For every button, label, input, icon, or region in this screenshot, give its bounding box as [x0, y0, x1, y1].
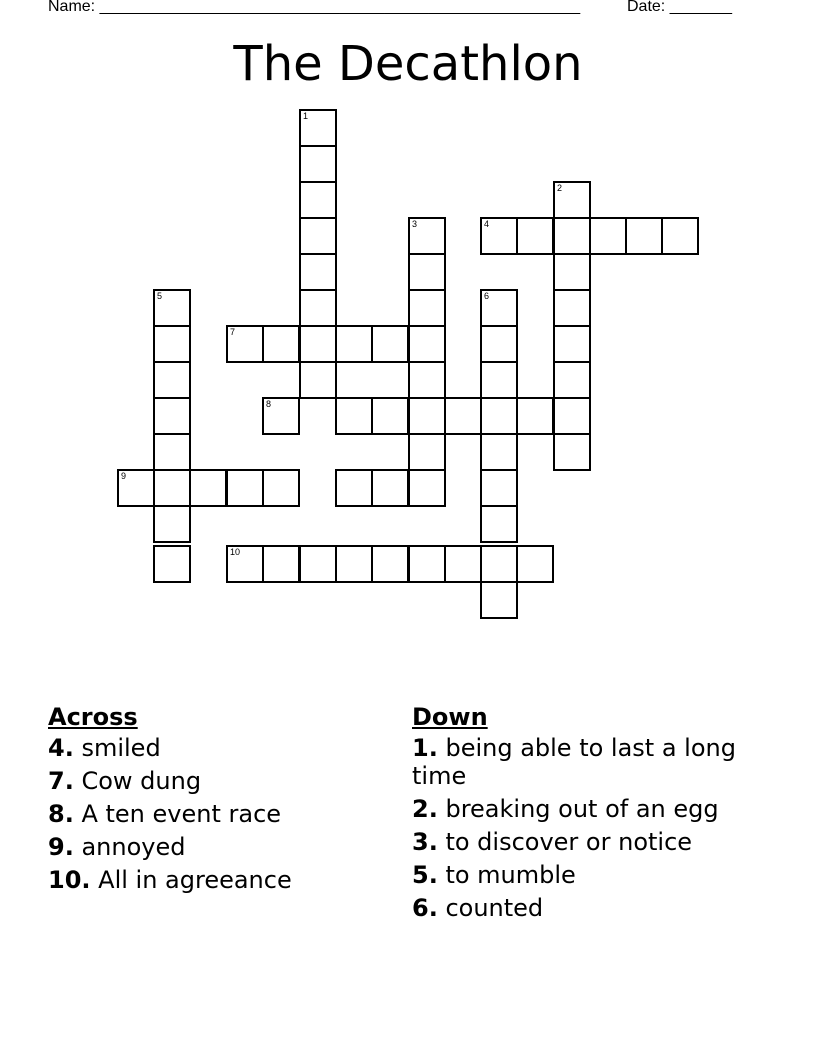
crossword-cell[interactable] [335, 397, 373, 435]
clue-number: 2. [412, 795, 438, 823]
crossword-cell[interactable] [299, 109, 337, 147]
crossword-cell[interactable] [408, 325, 446, 363]
crossword-cell[interactable] [335, 469, 373, 507]
down-clues [412, 700, 752, 927]
crossword-cell[interactable] [153, 361, 191, 399]
down-heading: Down [412, 703, 488, 731]
crossword-cell[interactable] [553, 361, 591, 399]
cell-number: 1 [303, 111, 309, 121]
crossword-cell[interactable] [553, 181, 591, 219]
crossword-cell[interactable] [117, 469, 155, 507]
cell-number: 5 [157, 291, 163, 301]
crossword-cell[interactable] [408, 217, 446, 255]
clue-number: 3. [412, 828, 438, 856]
crossword-cell[interactable] [153, 289, 191, 327]
clue-number: 10. [48, 866, 91, 894]
crossword-cell[interactable] [553, 289, 591, 327]
crossword-cell[interactable] [371, 469, 409, 507]
crossword-cell[interactable] [153, 325, 191, 363]
clue-text: counted [437, 894, 544, 922]
clue-number: 4. [48, 734, 74, 762]
crossword-cell[interactable] [553, 433, 591, 471]
clue-text: A ten event race [73, 800, 282, 828]
crossword-cell[interactable] [262, 397, 300, 435]
crossword-cell[interactable] [226, 545, 264, 583]
crossword-cell[interactable] [480, 325, 518, 363]
crossword-cell[interactable] [299, 361, 337, 399]
crossword-cell[interactable] [371, 325, 409, 363]
clue-item [412, 894, 752, 922]
crossword-cell[interactable] [153, 505, 191, 543]
cell-number: 10 [230, 547, 241, 557]
clue-item [48, 833, 378, 861]
clue-item [48, 767, 378, 795]
crossword-cell[interactable] [661, 217, 699, 255]
clue-item [412, 734, 752, 790]
crossword-cell[interactable] [335, 325, 373, 363]
crossword-cell[interactable] [589, 217, 627, 255]
clue-text: All in agreeance [90, 866, 292, 894]
crossword-cell[interactable] [553, 253, 591, 291]
crossword-cell[interactable] [299, 181, 337, 219]
clue-text: to mumble [437, 861, 576, 889]
crossword-cell[interactable] [299, 545, 337, 583]
crossword-cell[interactable] [516, 545, 554, 583]
name-field-label: Name: ______________________________________________________ [48, 0, 581, 15]
clue-text: Cow dung [73, 767, 202, 795]
crossword-cell[interactable] [480, 289, 518, 327]
clue-number: 6. [412, 894, 438, 922]
cell-number: 9 [121, 471, 127, 481]
crossword-cell[interactable] [262, 545, 300, 583]
crossword-cell[interactable] [480, 217, 518, 255]
clue-number: 1. [412, 734, 438, 762]
crossword-cell[interactable] [480, 545, 518, 583]
crossword-cell[interactable] [408, 361, 446, 399]
clue-item [48, 734, 378, 762]
crossword-cell[interactable] [408, 433, 446, 471]
cell-number: 8 [266, 399, 272, 409]
crossword-cell[interactable] [480, 433, 518, 471]
crossword-cell[interactable] [299, 217, 337, 255]
crossword-cell[interactable] [408, 289, 446, 327]
clue-text: smiled [73, 734, 161, 762]
clue-text: annoyed [73, 833, 186, 861]
crossword-cell[interactable] [480, 505, 518, 543]
across-heading: Across [48, 703, 138, 731]
crossword-cell[interactable] [371, 397, 409, 435]
crossword-cell[interactable] [299, 145, 337, 183]
clue-number: 7. [48, 767, 74, 795]
crossword-cell[interactable] [553, 325, 591, 363]
crossword-cell[interactable] [371, 545, 409, 583]
crossword-cell[interactable] [299, 253, 337, 291]
page-title: The Decathlon [233, 36, 583, 92]
crossword-cell[interactable] [226, 325, 264, 363]
cell-number: 4 [484, 219, 490, 229]
crossword-cell[interactable] [408, 545, 446, 583]
crossword-cell[interactable] [299, 325, 337, 363]
date-field-label: Date: _______ [627, 0, 732, 15]
crossword-cell[interactable] [408, 397, 446, 435]
crossword-cell[interactable] [480, 469, 518, 507]
clue-number: 5. [412, 861, 438, 889]
cell-number: 2 [557, 183, 563, 193]
crossword-cell[interactable] [480, 361, 518, 399]
crossword-cell[interactable] [299, 289, 337, 327]
crossword-cell[interactable] [444, 545, 482, 583]
crossword-cell[interactable] [153, 545, 191, 583]
cell-number: 7 [230, 327, 236, 337]
crossword-cell[interactable] [153, 469, 191, 507]
cell-number: 3 [412, 219, 418, 229]
clue-item [48, 866, 378, 894]
crossword-cell[interactable] [516, 217, 554, 255]
clue-item [48, 800, 378, 828]
clue-text: breaking out of an egg [437, 795, 719, 823]
crossword-cell[interactable] [226, 469, 264, 507]
crossword-cell[interactable] [625, 217, 663, 255]
crossword-cell[interactable] [553, 217, 591, 255]
crossword-cell[interactable] [516, 397, 554, 435]
crossword-cell[interactable] [480, 397, 518, 435]
clue-number: 8. [48, 800, 74, 828]
clue-number: 9. [48, 833, 74, 861]
crossword-cell[interactable] [444, 397, 482, 435]
clue-item [412, 795, 752, 823]
across-clues [48, 700, 378, 899]
crossword-cell[interactable] [335, 545, 373, 583]
crossword-cell[interactable] [408, 253, 446, 291]
crossword-cell[interactable] [189, 469, 227, 507]
clue-text: to discover or notice [437, 828, 693, 856]
crossword-cell[interactable] [480, 581, 518, 619]
clue-text: being able to last a long time [412, 734, 736, 790]
crossword-cell[interactable] [153, 433, 191, 471]
crossword-cell[interactable] [408, 469, 446, 507]
crossword-cell[interactable] [262, 325, 300, 363]
clue-item [412, 828, 752, 856]
cell-number: 6 [484, 291, 490, 301]
crossword-cell[interactable] [262, 469, 300, 507]
crossword-cell[interactable] [553, 397, 591, 435]
crossword-cell[interactable] [153, 397, 191, 435]
clue-item [412, 861, 752, 889]
